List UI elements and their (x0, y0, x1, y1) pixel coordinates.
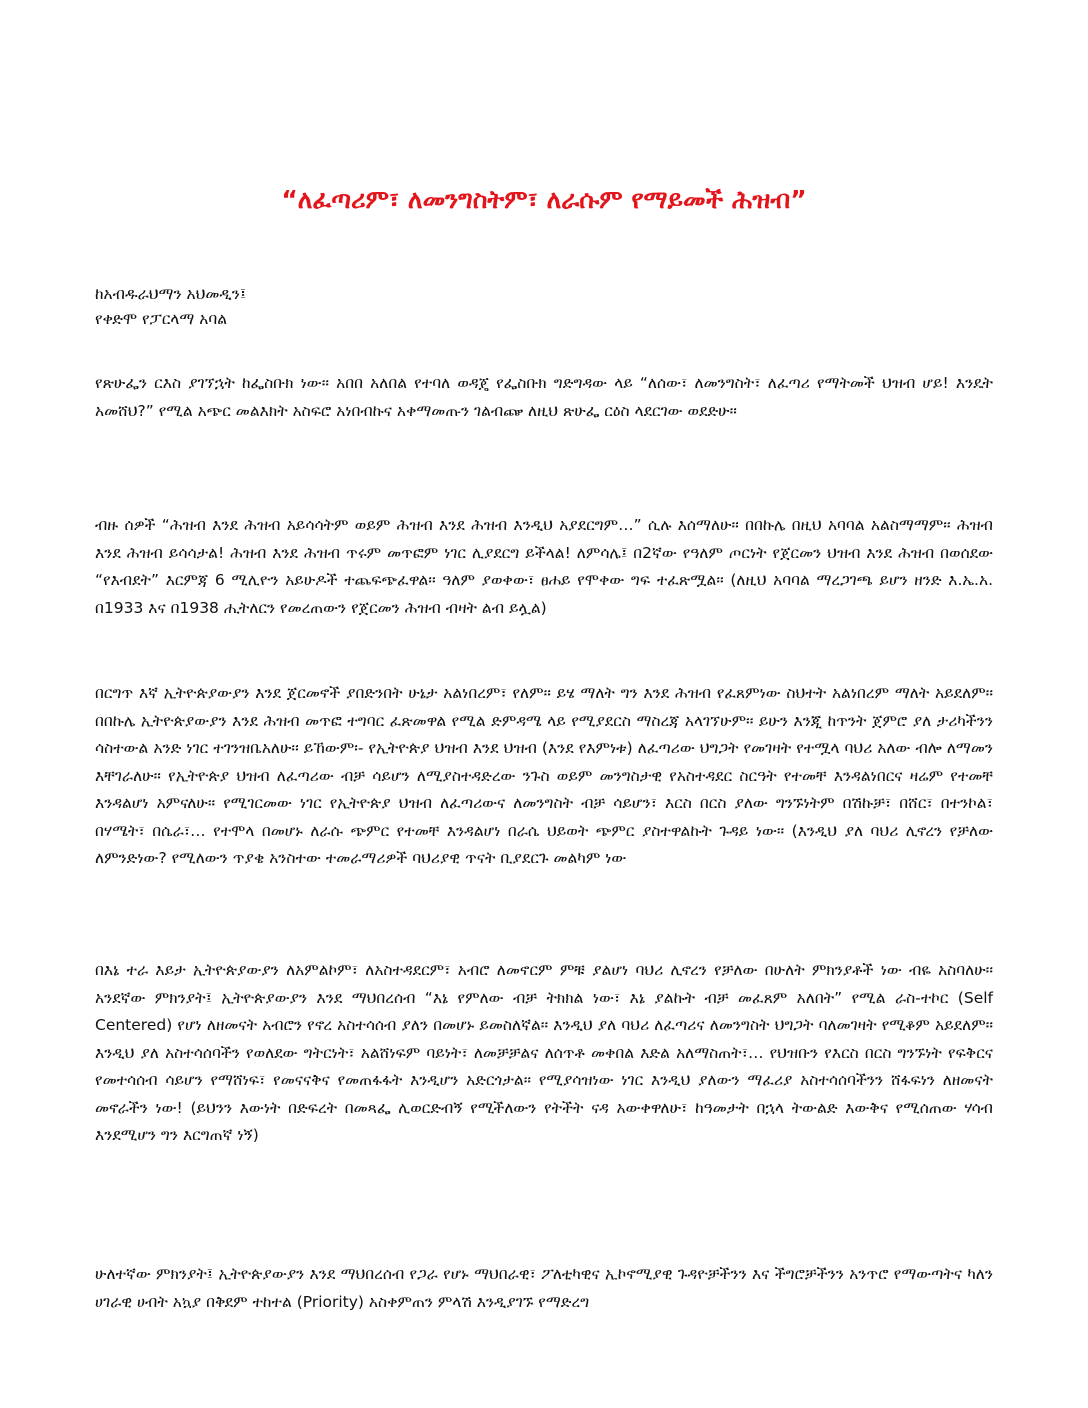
paragraph-4: በእኔ ተራ እይታ ኢትዮጵያውያን ለአምልኮም፣ ለአስተዳደርም፣ አብሮ ለመኖርም ምቹ ያልሆነ ባህሪ ሊኖረን የቻለው በሁለት ምክንያቶች ነው ብዬ አስባለሁ፡፡ አንደኛው ምክንያት፤ ኢትዮጵያውያን እንደ ማህበረሰብ “እኔ የምለው ብቻ ትክክል ነው፣ እኔ ያልኩት ብቻ መፈጸም አለበት” የሚል ራስ-ተኮር (Self Centered) የሆነ ለዘመናት አብሮን የኖረ አስተሳሰብ ያለን በመሆኑ ይመስለኛል፡፡ እንዲህ ያለ ባህሪ ለፈጣሪና ለመንግስት ህግጋት ባለመገዛት የሚቆም አይደለም፡፡ እንዲህ ያለ አስተሳሰባችን የወለደው ግትርነት፣ አልሸነፍም ባይነት፣ ለመቻቻልና ለሰጥቶ መቀበል እድል አለማስጠት፣… የህዝቡን የእርስ በርስ ግንኙነት የፍቅርና የመተሳሰብ ሳይሆን የማሸነፍ፣ የመናናቅና የመጠፋፋት እንዲሆን አድርጎታል፡፡ የሚያሳዝነው ነገር እንዲህ ያለውን ማፈሪያ አስተሳሰባችንን ሸፋፍነን ለዘመናት መኖራችን ነው! (ይህንን እውነት በድፍረት በመጻፌ ሊወርድብኝ የሚችለውን የትችት ናዳ አውቀዋለሁ፣ ከዓመታት በኋላ ትውልድ እውቅና የሚሰጠው ሃሳብ እንደሚሆን ግን እርግጠኛ ነኝ) (95, 961, 993, 1144)
byline (95, 282, 246, 332)
paragraph-1: የጽሁፌን ርእስ ያገኘኋት ከፌስቡክ ነው፡፡ አበበ አለበል የተባለ ወዳጄ የፌስቡክ ግድግዳው ላይ “ለሰው፣ ለመንግስት፣ ለፈጣሪ የማትመች ህዝብ ሆይ! እንዴት አመሸህ?” የሚል አጭር መልእክት አስፍሮ አነበብኩና አቀማመጡን ገልብጬ ለዚህ ጽሁፌ ርዕስ ላደርገው ወደድሁ፡፡ (95, 374, 993, 420)
author-role: የቀድሞ የፓርላማ አባል (95, 310, 228, 328)
author-name: ከአብዱራህማን አህመዲን፤ (95, 285, 247, 303)
document-title: “ለፈጣሪም፣ ለመንግስትም፣ ለራሱም የማይመች ሕዝብ” (281, 185, 807, 214)
paragraph-3: በርግጥ እኛ ኢትዮጵያውያን እንደ ጀርመኖች ያበድንበት ሁኔታ አልነበረም፣ የለም፡፡ ይሄ ማለት ግን እንደ ሕዝብ የፈጸምነው ስህተት አልነበረም ማለት አይደለም፡፡ በበኩሌ ኢትዮጵያውያን እንደ ሕዝብ መጥፎ ተግባር ፈጽመዋል የሚል ድምዳሜ ላይ የሚያደርስ ማስረጃ አላገኘሁም፡፡ ይሁን እንጂ ከጥንት ጀምሮ ያለ ታሪካችንን ሳስተውል አንድ ነገር ተገንዝቤአለሁ፡፡ ይኸውም፡- የኢትዮጵያ ህዝብ እንደ ህዝብ (እንደ የእምነቱ) ለፈጣሪው ህግጋት የመገዛት የተሟላ ባህሪ አለው ብሎ ለማመን እቸገራለሁ፡፡ የኢትዮጵያ ህዝብ ለፈጣሪው ብቻ ሳይሆን ለሚያስተዳድረው ንጉስ ወይም መንግስታዊ የአስተዳደር ስርዓት የተመቸ እንዳልነበርና ዛሬም የተመቸ እንዳልሆነ አምናለሁ፡፡ የሚገርመው ነገር የኢትዮጵያ ህዝብ ለፈጣሪውና ለመንግስት ብቻ ሳይሆን፣ እርስ በርስ ያለው ግንኙነትም በሽኩቻ፣ በሸር፣ በተንኮል፣ በሃሜት፣ በሴራ፣… የተሞላ በመሆኑ ለራሱ ጭምር የተመቸ እንዳልሆነ በራሴ ህይወት ጭምር ያስተዋልኩት ጉዳይ ነው፡፡ (እንዲህ ያለ ባህሪ ሊኖረን የቻለው ለምንድነው? የሚለውን ጥያቄ አንስተው ተመራማሪዎች ባህሪያዊ ጥናት ቢያደርጉ መልካም ነው (95, 684, 993, 867)
paragraph-2: ብዙ ሰዎች “ሕዝብ እንደ ሕዝብ አይሳሳትም ወይም ሕዝብ እንደ ሕዝብ እንዲህ አያደርግም…” ሲሉ እሰማለሁ፡፡ በበኩሌ በዚህ አባባል አልስማማም፡፡ ሕዝብ እንደ ሕዝብ ይሳሳታል! ሕዝብ እንደ ሕዝብ ጥሩም መጥፎም ነገር ሊያደርግ ይችላል! ለምሳሌ፤ በ2ኛው የዓለም ጦርነት የጀርመን ህዝብ እንደ ሕዝብ በወሰደው “የእብደት” እርምጃ 6 ሚሊዮን አይሁዶች ተጨፍጭፈዋል፡፡ ዓለም ያወቀው፣ ፀሐይ የሞቀው ግፍ ተፈጽሟል፡፡ (ለዚህ አባባል ማረጋገጫ ይሆን ዘንድ እ.ኤ.አ. በ1933 እና በ1938 ሒትለርን የመረጠውን የጀርመን ሕዝብ ብዛት ልብ ይሏል) (95, 516, 993, 617)
paragraph-5: ሁለተኛው ምክንያት፤ ኢትዮጵያውያን እንደ ማህበረሰብ የጋራ የሆኑ ማህበራዊ፣ ፖለቲካዊና ኢኮኖሚያዊ ጉዳዮቻችንን እና ችግሮቻችንን አንጥሮ የማውጣትና ካለን ሀገራዊ ሀብት አኳያ በቅደም ተከተል (Priority) አስቀምጠን ምላሽ እንዲያገኙ የማድረግ (95, 1265, 993, 1311)
